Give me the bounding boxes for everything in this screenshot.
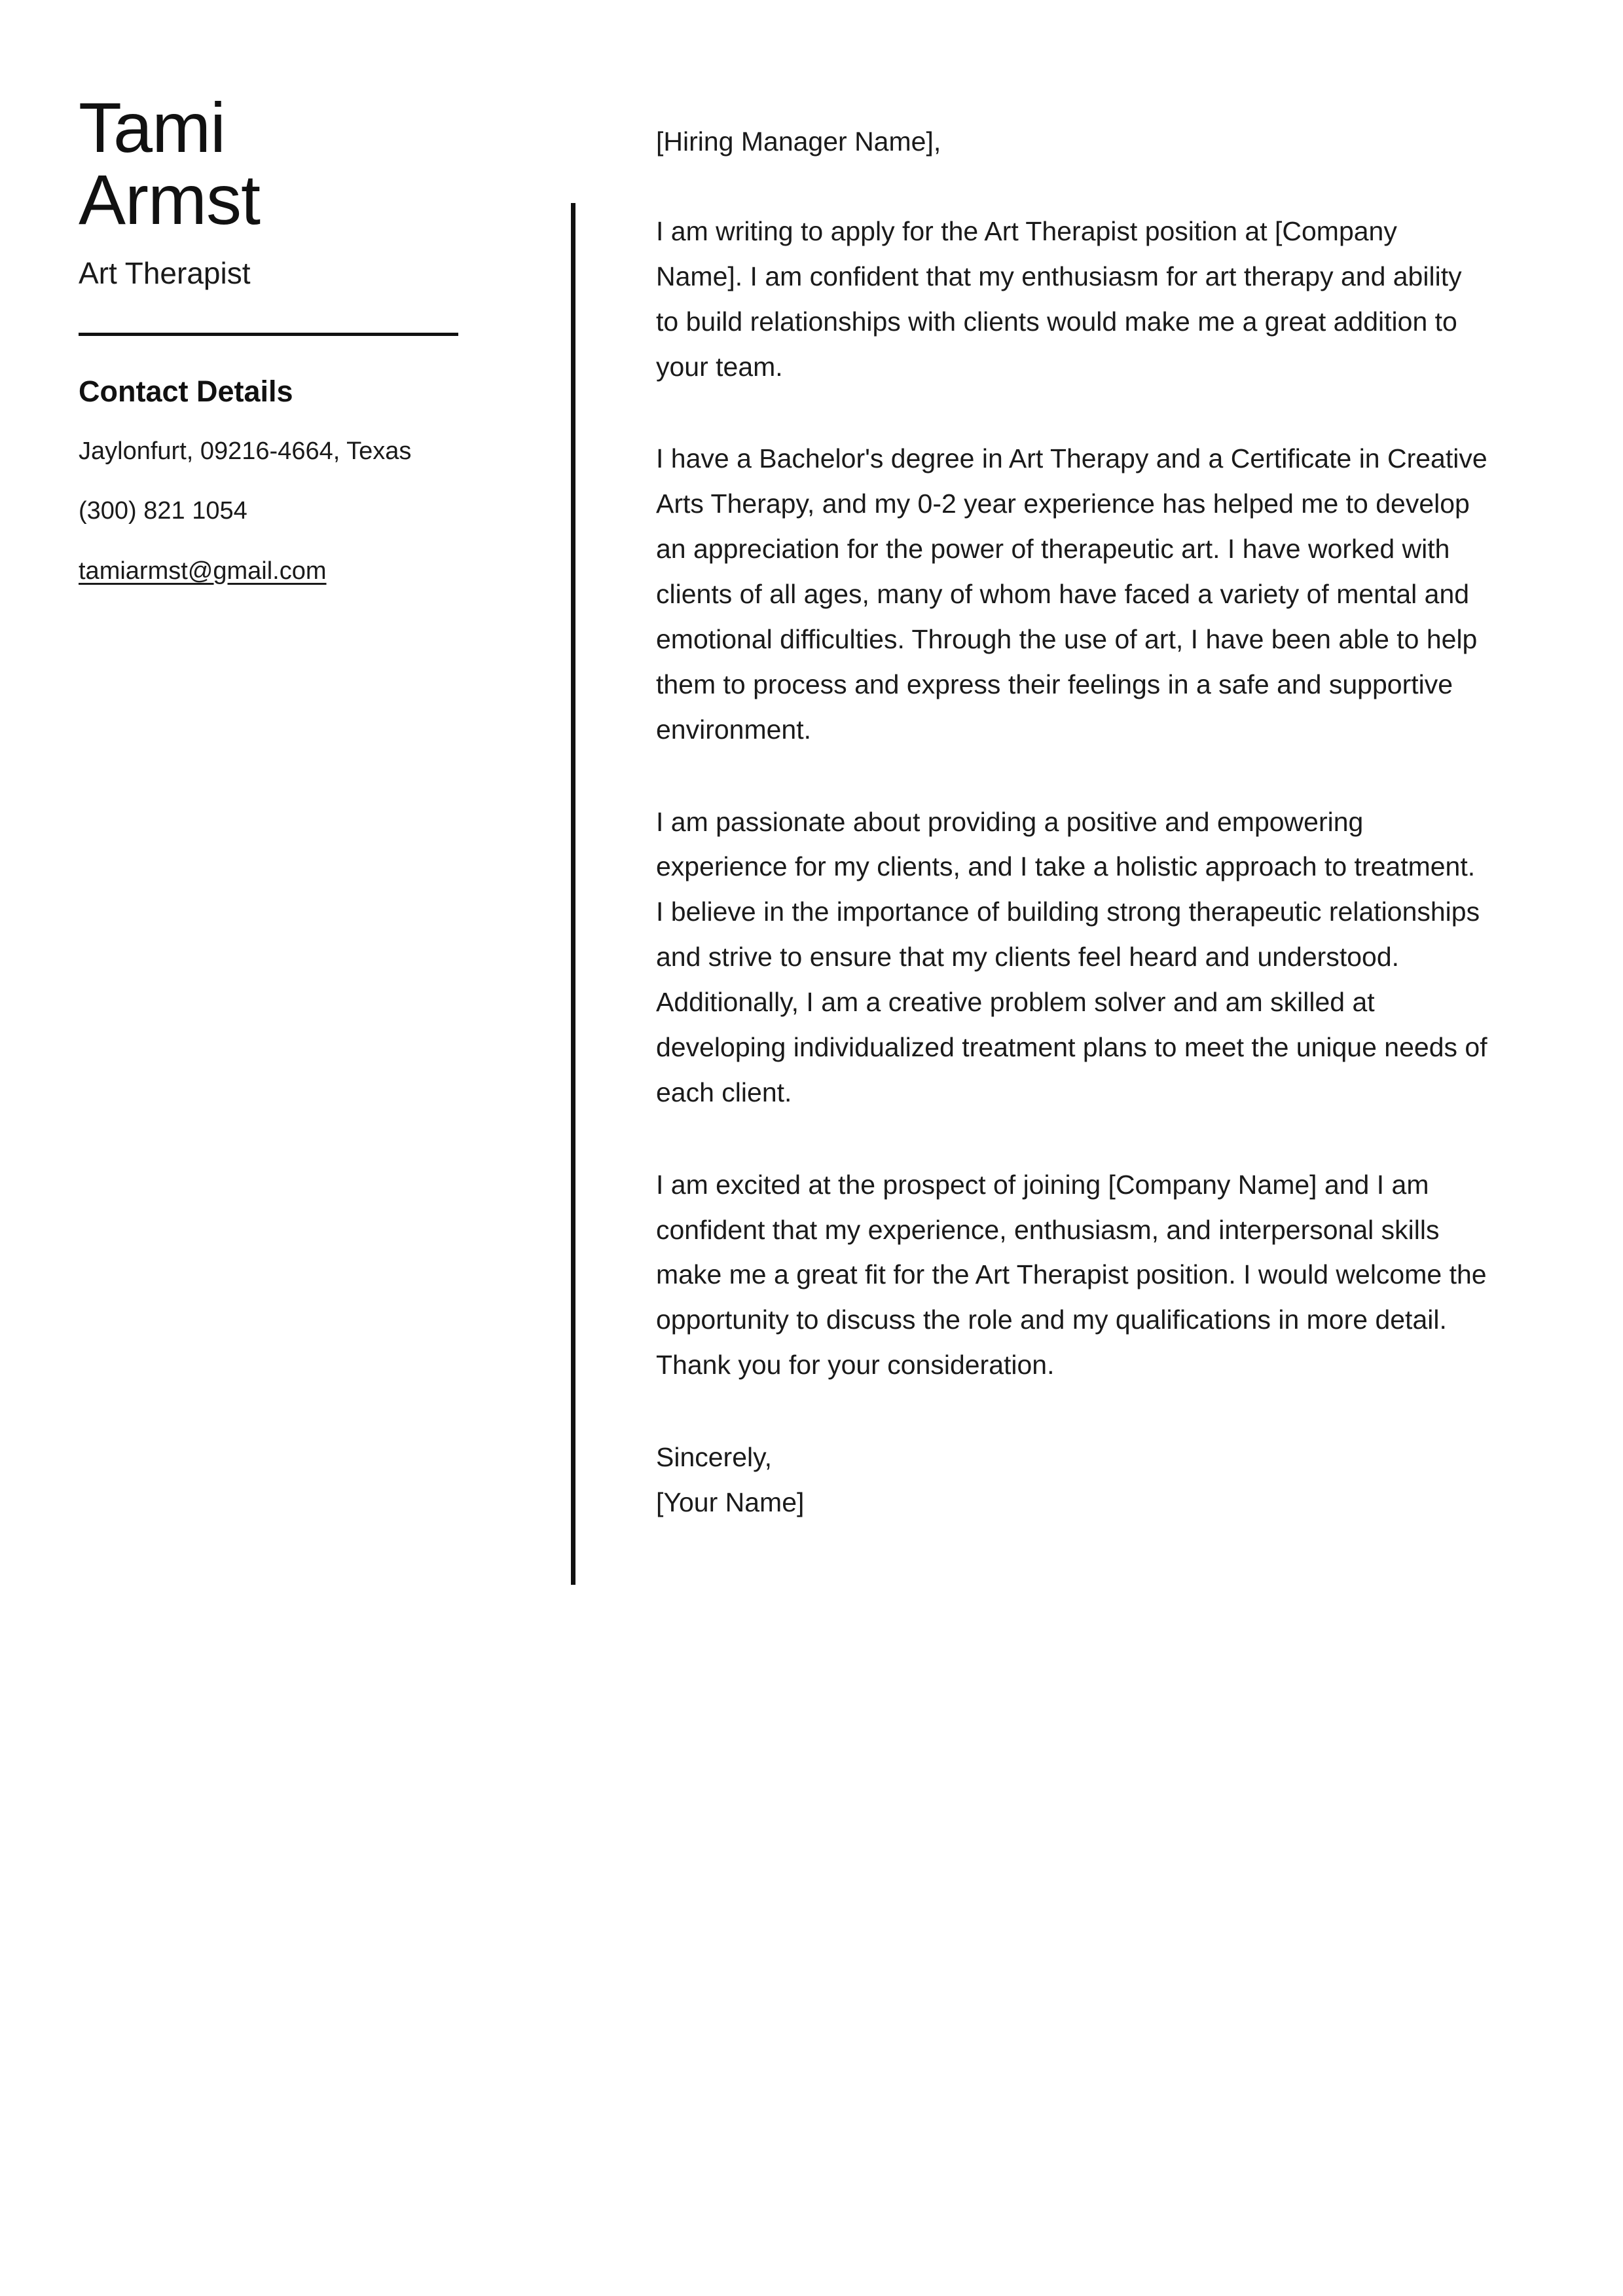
- vertical-divider-rule: [571, 203, 575, 1585]
- name-line-first: Tami: [79, 88, 226, 167]
- letter-signature: [Your Name]: [656, 1487, 805, 1517]
- applicant-name: [79, 88, 498, 240]
- sidebar-divider-rule: [79, 333, 458, 336]
- letter-paragraph-3: I am passionate about providing a positive and empowering experience for my clients, and I take a holistic approach to treatment. I believe in the importance of building strong therapeutic relationships and strive to ensure that my clients feel heard and understood. Additionally, I am a creative problem solver and am skilled at developing individualized treatment plans to meet the unique needs of each client.: [656, 806, 1487, 1107]
- letter-paragraph-4: I am excited at the prospect of joining [Company Name] and I am confident that my experience, enthusiasm, and interpersonal skills make me a great fit for the Art Therapist position. I would welcome the opportunity to discuss the role and my qualifications in more detail. Thank you for your consideration.: [656, 1169, 1487, 1380]
- job-title: Art Therapist: [79, 256, 251, 291]
- contact-details-heading: Contact Details: [79, 374, 293, 408]
- contact-phone: (300) 821 1054: [79, 497, 247, 525]
- sidebar: [79, 0, 498, 613]
- letter-salutation: [Hiring Manager Name],: [656, 126, 941, 157]
- contact-email-link[interactable]: tamiarmst@gmail.com: [79, 557, 327, 585]
- contact-address: Jaylonfurt, 09216-4664, Texas: [79, 437, 412, 465]
- name-line-last: Armst: [79, 160, 260, 240]
- letter-paragraph-1: I am writing to apply for the Art Therapist position at [Company Name]. I am confident that my enthusiasm for art therapy and ability to build relationships with clients would make me a great addition to your team.: [656, 215, 1462, 382]
- contact-details-list: [79, 433, 498, 613]
- letter-paragraph-2: I have a Bachelor's degree in Art Therapy and a Certificate in Creative Arts Therapy, and my 0-2 year experience has helped me to develop an appreciation for the power of therapeutic art. I have worked with clients of all ages, many of whom have faced a variety of mental and emotional difficulties. Through the use of art, I have been able to help them to process and express their feelings in a safe and supportive environment.: [656, 443, 1487, 745]
- letter-closing: Sincerely,: [656, 1442, 772, 1472]
- letter-body: [656, 119, 1487, 1525]
